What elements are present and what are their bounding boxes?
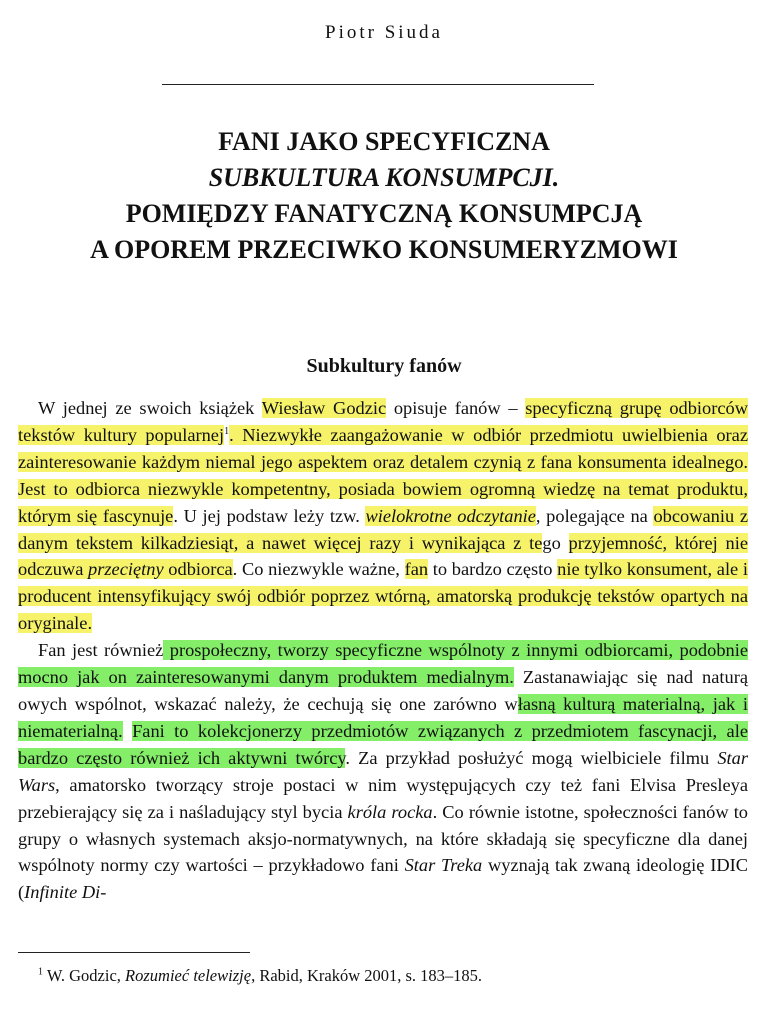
highlight-yellow-italic: wielokrotne odczytanie — [365, 505, 536, 526]
p2-text: Fan jest również — [38, 640, 164, 661]
section-heading: Subkultury fanów — [306, 355, 462, 377]
highlight-yellow: fan — [404, 559, 429, 580]
highlight-green: prospołeczny, tworzy specyficzne wspólnoty z innymi odbiorcami, podobnie mocno jak on zainteresowanymi danym produktem medialnym. — [18, 640, 748, 688]
p1-text: opisuje fanów – — [386, 398, 526, 418]
p2-text: . Za przykład posłużyć mogą wielbiciele filmu — [345, 747, 718, 768]
highlight-green: Fani to kolekcjonerzy przedmiotów związanych z przedmiotem fascynacji, ale bardzo często również ich aktywni twórcy — [18, 720, 748, 768]
title-line-3: POMIĘDZY FANATYCZNĄ KONSUMPCJĄ — [125, 199, 643, 228]
author-name: Piotr Siuda — [325, 22, 443, 43]
p1-text: , polegające na — [535, 505, 654, 526]
header-rule — [162, 84, 594, 85]
highlight-author: Wiesław Godzic — [261, 398, 387, 418]
p2-text — [123, 721, 132, 741]
p1-text: go — [542, 532, 561, 553]
p1-text: odbiorca — [163, 559, 233, 580]
title-line-2: SUBKULTURA KONSUMPCJI. — [208, 163, 560, 192]
highlight-yellow: nie tylko konsument, ale i producent intensyfikujący swój odbiór poprzez wtórną, amatorską produkcję tekstów opartych na oryginale. — [18, 559, 749, 634]
body-text — [18, 395, 748, 906]
p2-italic: Star Treka — [404, 855, 483, 876]
footnote-ref[interactable]: 1 — [224, 425, 230, 437]
p1-text: to bardzo często — [428, 559, 558, 580]
p1-text: W jednej ze swoich książek — [38, 398, 262, 418]
p2-italic: króla rocka — [347, 801, 433, 822]
highlight-yellow: specyficzną grupę odbiorców tekstów kultury popularnej — [18, 398, 748, 445]
p1-text: przyjemność, której nie odczuwa — [18, 532, 748, 580]
footnote-title: Rozumieć telewizję — [125, 966, 252, 985]
p2-text: . Co równie istotne, społeczności fanów to grupy o własnych systemach aksjo-normatywnych, na które składają się specyficzne dla danej wspólnoty normy czy wartości – przykładowo fani — [18, 801, 749, 876]
p2-italic: Star Wars — [18, 747, 748, 795]
highlight-yellow: obcowaniu z danym tekstem kilkadziesiąt, a nawet więcej razy i wynikająca z te — [18, 505, 749, 553]
footnote-text: W. Godzic, — [43, 966, 126, 985]
p2-text: , amatorsko tworzący stroje postaci w nim występujących czy też fani Elvisa Presleya przebierający się za i naśladujący styl bycia — [18, 774, 748, 822]
p2-text: Zastanawiając się nad naturą owych wspólnot, wskazać należy, że cechują się one zarówno w — [18, 667, 748, 714]
p1-text: . Co niezwykle ważne, — [232, 559, 405, 580]
p1-italic: przeciętny — [88, 559, 164, 580]
title-line-1: FANI JAKO SPECYFICZNA — [218, 127, 550, 156]
highlight-green: łasną kulturą materialną, jak i niematerialną. — [18, 693, 748, 741]
footnote-rule — [18, 952, 250, 953]
p1-text: . U jej podstaw leży tzw. — [173, 505, 366, 526]
footnote-number: 1 — [38, 966, 43, 978]
footnote — [38, 966, 738, 986]
chapter-title — [0, 124, 768, 268]
title-line-4: A OPOREM PRZECIWKO KONSUMERYZMOWI — [90, 235, 678, 264]
paragraph-1 — [18, 395, 748, 637]
footnote-text: , Rabid, Kraków 2001, s. 183–185. — [251, 966, 483, 985]
p2-italic: Infinite Di- — [24, 882, 107, 903]
paragraph-2 — [18, 637, 748, 906]
highlight-yellow: . Niezwykłe zaangażowanie w odbiór przedmiotu uwielbienia oraz zainteresowanie każdym niemal jego aspektem oraz detalem czynią z fana konsumenta idealnego. Jest to odbiorca niezwykle kompetentny, posiada bowiem ogromną wiedzę na temat produktu, którym się fascynuje — [18, 424, 748, 526]
p2-text: wyznają tak zwaną ideologię IDIC ( — [18, 855, 748, 903]
